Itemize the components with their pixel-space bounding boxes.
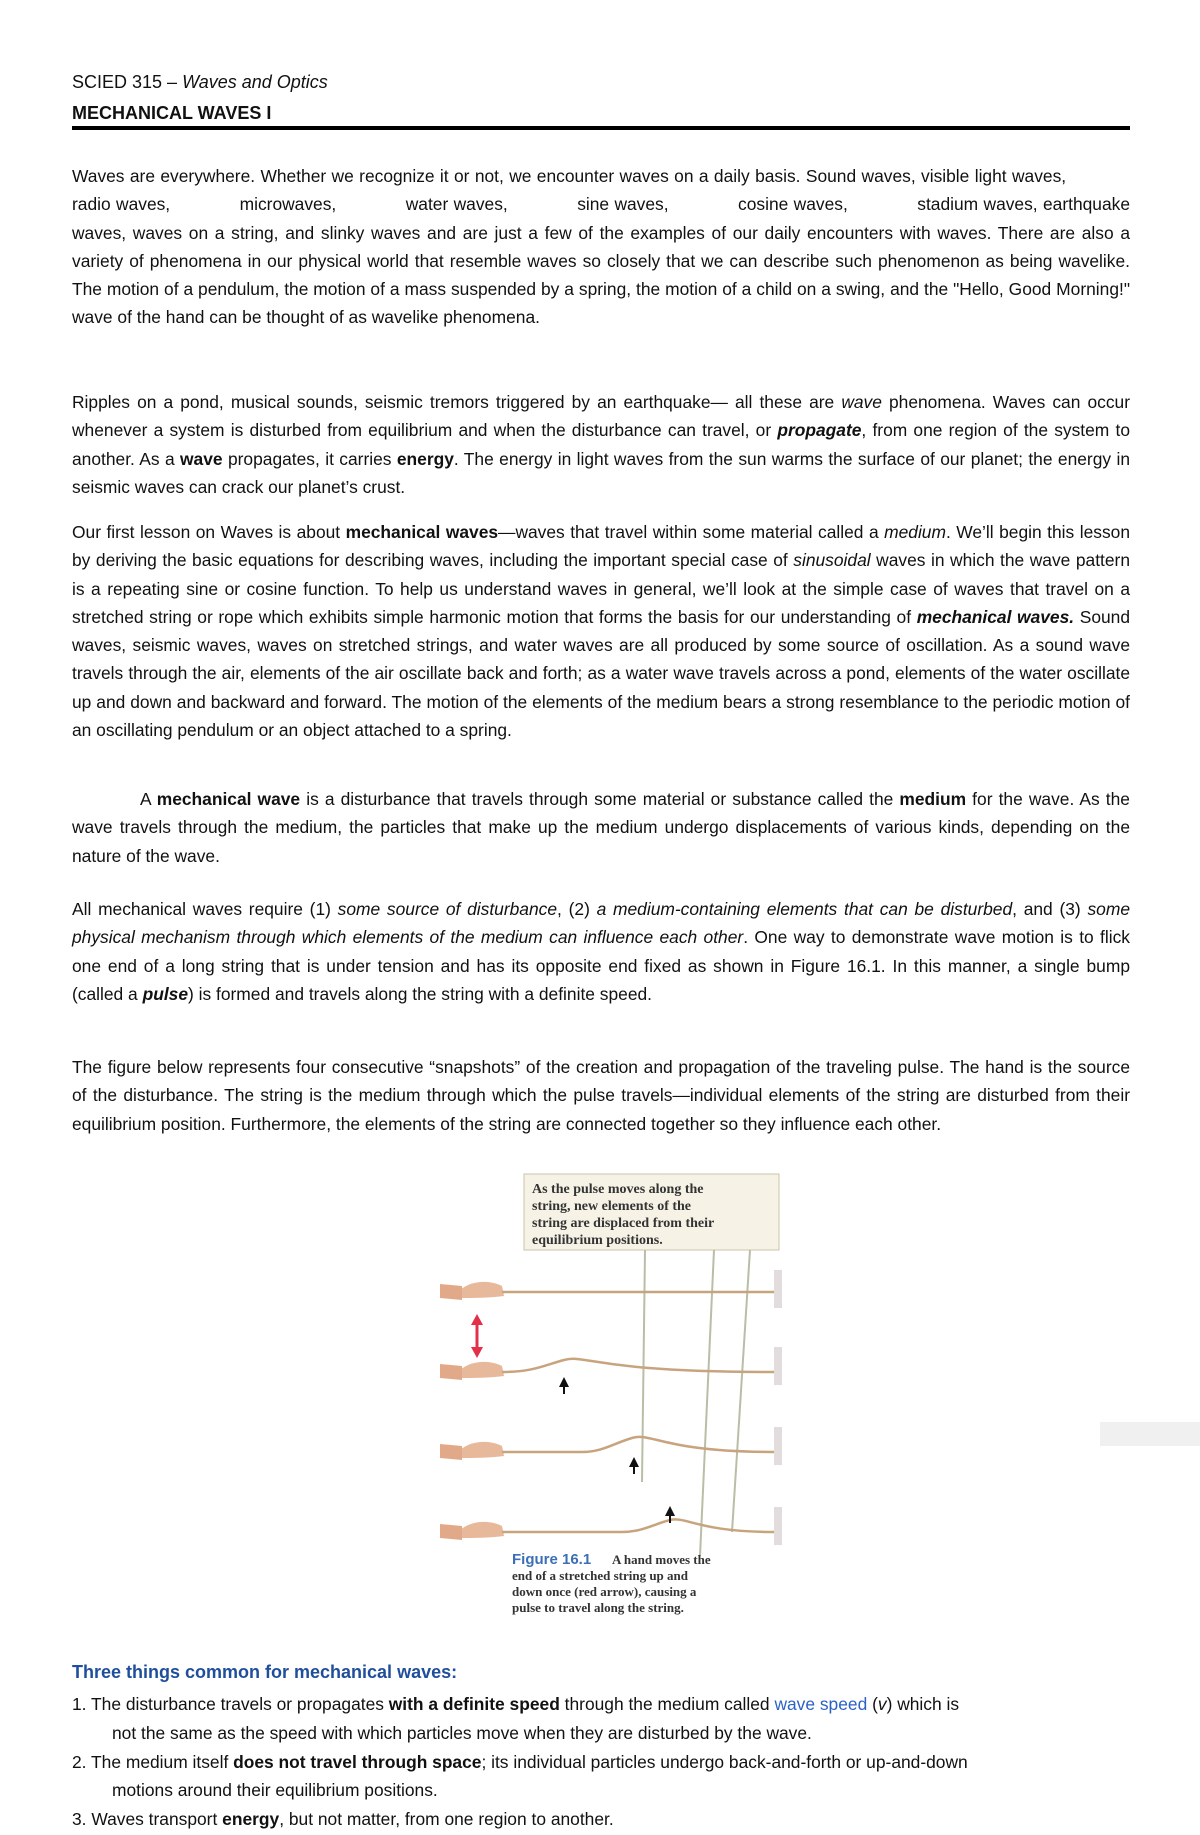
string-3 [502, 1437, 774, 1452]
callout-line-2: string, new elements of the [532, 1199, 692, 1214]
wall-1 [774, 1270, 782, 1308]
topic-title: MECHANICAL WAVES I [72, 103, 272, 123]
string-2 [502, 1359, 774, 1372]
red-arrow-up [471, 1314, 483, 1325]
paragraph-snapshots: The figure below represents four consecutive “snapshots” of the creation and propagation of the traveling pulse. The hand is the source of the disturbance. The string is the medium through which the pulse travels—individual elements of the string are disturbed from their equilibrium position. Furthermore, the elements of the string are connected together so they influence each other. [72, 1057, 1130, 1134]
wave-speed-term: wave speed [774, 1694, 868, 1714]
common-heading: Three things common for mechanical waves: [72, 1662, 458, 1682]
hand-3 [460, 1442, 504, 1458]
callout-line-3: string are displaced from their [532, 1216, 715, 1231]
red-arrow-down [471, 1347, 483, 1358]
callout-line-4: equilibrium positions. [532, 1233, 663, 1248]
wall-3 [774, 1427, 782, 1465]
wall-2 [774, 1347, 782, 1385]
figure-caption-line-1: A hand moves the [612, 1552, 711, 1567]
hand-2 [460, 1362, 504, 1378]
hand-4 [460, 1522, 504, 1538]
callout-line-1: As the pulse moves along the [532, 1182, 704, 1197]
list-item: 3. Waves transport energy, but not matter, from one region to another. [72, 1809, 614, 1830]
figure-caption-line-3: down once (red arrow), causing a [512, 1584, 697, 1599]
header-rule [72, 126, 1130, 130]
figure-caption-line-2: end of a stretched string up and [512, 1568, 689, 1583]
side-scroll-tab[interactable] [1100, 1422, 1200, 1446]
figure-caption-label: Figure 16.1 [512, 1551, 592, 1568]
paragraph-requirements: All mechanical waves require (1) some source of disturbance, (2) a medium-containing elements that can be disturbed, and (3) some physical mechanism through which elements of the medium can influence each other. One way to demonstrate wave motion is to flick one end of a long string that is under tension and has its opposite end fixed as shown in Figure 16.1. In this manner, a single bump (called a pulse) is formed and travels along the string with a definite speed. [72, 899, 1131, 1004]
paragraph-first-lesson: Our first lesson on Waves is about mechanical waves—waves that travel within some material called a medium. We’ll begin this lesson by deriving the basic equations for describing waves, including the important special case of sinusoidal waves in which the wave pattern is a repeating sine or cosine function. To help us understand waves in general, we’ll look at the simple case of waves that travel on a stretched string or rope which exhibits simple harmonic motion that forms the basis for our understanding of mechanical waves. Sound waves, seismic waves, waves on stretched strings, and water waves are all produced by some source of oscillation. As a sound wave travels through the air, elements of the air oscillate back and forth; as a water wave travels across a pond, elements of the water oscillate up and down and backward and forward. The motion of the elements of the medium bears a strong resemblance to the periodic motion of an oscillating pendulum or an object attached to a spring. [72, 522, 1131, 741]
leader-line-2 [700, 1250, 714, 1556]
list-item: 2. The medium itself does not travel through space; its individual particles undergo back-and-forth or up-and-down motions around their equilibrium positions. [72, 1751, 968, 1801]
course-header [72, 72, 328, 93]
list-item: 1. The disturbance travels or propagates with a definite speed through the medium called wave speed (v) which is not the same as the speed with which particles move when they are disturbed by the wave. [72, 1694, 960, 1743]
course-code: SCIED 315 – [72, 72, 178, 92]
leader-line-1 [642, 1250, 645, 1482]
figure-caption-line-4: pulse to travel along the string. [512, 1600, 684, 1615]
figure-16-1 [432, 1172, 782, 1632]
paragraph-intro: Waves are everywhere. Whether we recognize it or not, we encounter waves on a daily basis. Sound waves, visible light waves, radio waves, microwaves, water waves, sine waves, cosine waves, stadium waves, earthquake waves, waves on a string, and slinky waves and are just a few of the examples of our daily encounters with waves. There are also a variety of phenomena in our physical world that resemble waves so closely that we can describe such phenomenon as being wavelike. The motion of a pendulum, the motion of a mass suspended by a spring, the motion of a child on a swing, and the "Hello, Good Morning!" wave of the hand can be thought of as wavelike phenomena. [72, 166, 1130, 328]
hand-1 [460, 1282, 504, 1298]
pulse-figure [432, 1172, 782, 1632]
course-title: Waves and Optics [182, 72, 328, 92]
paragraph-definition: A mechanical wave is a disturbance that travels through some material or substance called the medium for the wave. As the wave travels through the medium, the particles that make up the medium undergo displacements of various kinds, depending on the nature of the wave. [72, 789, 1130, 866]
paragraph-ripples: Ripples on a pond, musical sounds, seismic tremors triggered by an earthquake— all these are wave phenomena. Waves can occur whenever a system is disturbed from equilibrium and when the disturbance can travel, or propagate, from one region of the system to another. As a wave propagates, it carries energy. The energy in light waves from the sun warms the surface of our planet; the energy in seismic waves can crack our planet’s crust. [72, 392, 1131, 497]
common-list [72, 1690, 1130, 1834]
wall-4 [774, 1507, 782, 1545]
